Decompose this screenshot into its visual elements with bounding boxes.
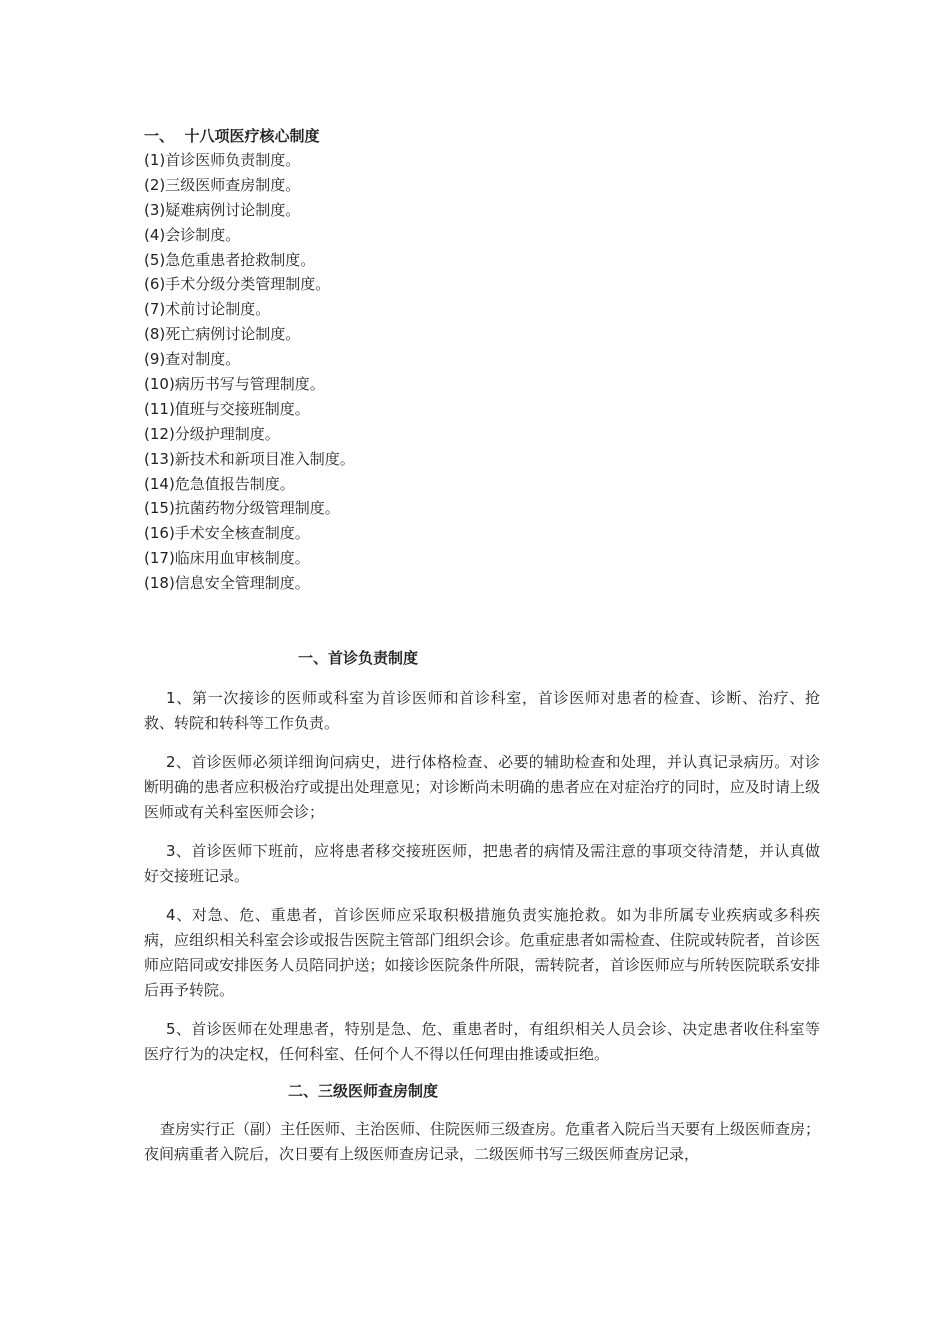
toc-list <box>144 148 820 596</box>
section-title: 二、三级医师查房制度 <box>288 1082 439 1101</box>
section-title: 一、首诊负责制度 <box>298 649 419 668</box>
toc-item: (11)值班与交接班制度。 <box>144 399 310 418</box>
toc-title: 一、 十八项医疗核心制度 <box>144 127 320 145</box>
toc-item: (13)新技术和新项目准入制度。 <box>144 449 355 468</box>
paragraph: 2、首诊医师必须详细询问病史，进行体格检查、必要的辅助检查和处理，并认真记录病历。对诊断明确的患者应积极治疗或提出处理意见；对诊断尚未明确的患者应在对症治疗的同时，应及时请上级医师或有关科室医师会诊； <box>144 753 820 822</box>
toc-item: (3)疑难病例讨论制度。 <box>144 200 301 219</box>
toc-item: (9)查对制度。 <box>144 350 241 369</box>
toc-item: (15)抗菌药物分级管理制度。 <box>144 499 340 518</box>
paragraph: 3、首诊医师下班前，应将患者移交接班医师，把患者的病情及需注意的事项交待清楚，并认真做好交接班记录。 <box>144 842 820 886</box>
toc-item: (14)危急值报告制度。 <box>144 474 295 493</box>
toc-item: (16)手术安全核查制度。 <box>144 524 310 543</box>
toc-item: (4)会诊制度。 <box>144 225 241 244</box>
toc-item: (7)术前讨论制度。 <box>144 300 271 319</box>
toc-item: (6)手术分级分类管理制度。 <box>144 275 331 294</box>
toc-item: (8)死亡病例讨论制度。 <box>144 325 301 344</box>
toc-item: (10)病历书写与管理制度。 <box>144 375 325 394</box>
paragraph: 5、首诊医师在处理患者，特别是急、危、重患者时，有组织相关人员会诊、决定患者收住科室等医疗行为的决定权，任何科室、任何个人不得以任何理由推诿或拒绝。 <box>144 1020 820 1064</box>
toc-item: (2)三级医师查房制度。 <box>144 175 301 194</box>
paragraph: 1、第一次接诊的医师或科室为首诊医师和首诊科室，首诊医师对患者的检查、诊断、治疗、抢救、转院和转科等工作负责。 <box>144 689 820 733</box>
toc-item: (18)信息安全管理制度。 <box>144 574 310 593</box>
toc-item: (5)急危重患者抢救制度。 <box>144 250 316 269</box>
toc-item: (1)首诊医师负责制度。 <box>144 151 301 169</box>
toc-item: (17)临床用血审核制度。 <box>144 549 310 568</box>
toc-item: (12)分级护理制度。 <box>144 424 280 443</box>
paragraph: 查房实行正（副）主任医师、主治医师、住院医师三级查房。危重者入院后当天要有上级医师查房；夜间病重者入院后，次日要有上级医师查房记录，二级医师书写三级医师查房记录， <box>144 1120 821 1164</box>
document-page <box>144 124 820 1167</box>
paragraph: 4、对急、危、重患者，首诊医师应采取积极措施负责实施抢救。如为非所属专业疾病或多科疾病，应组织相关科室会诊或报告医院主管部门组织会诊。危重症患者如需检查、住院或转院者，首诊医师应陪同或安排医务人员陪同护送；如接诊医院条件所限，需转院者，首诊医师应与所转医院联系安排后再予转院。 <box>144 906 820 1000</box>
